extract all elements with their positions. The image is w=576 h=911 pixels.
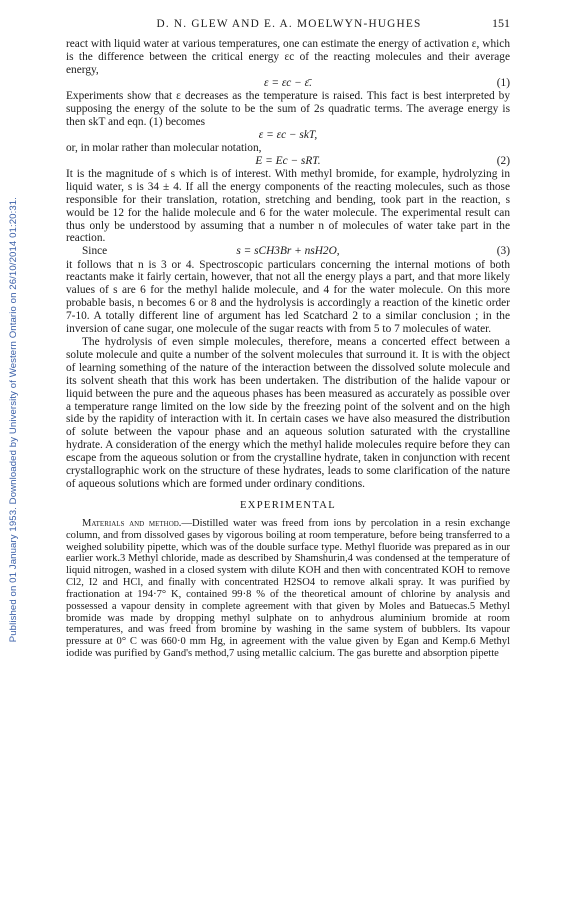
equation-2 bbox=[66, 155, 510, 168]
materials-text: —Distilled water was freed from ions by percolation in a resin exchange column, and from dissolved gases by vigorous boiling at room temperature, before being transferred to a weighed solubility pipette, which was of the double surface type. Methyl fluoride was prepared as in our earlier work.3 Methyl chloride, made as described by Shamshurin,4 was condensed at the temperature of liquid nitrogen, washed in a closed system with dilute KOH and then with concentrated KOH to remove Cl2, I2 and HCl, and finally with concentrated H2SO4 to remove alkali spray. It was purified by fractionation at 194·7° K, contained 99·8 % of the theoretical amount of chlorine by analysis and possessed a vapour density in complete agreement with that given by Moles and Batuecas.5 Methyl bromide was made by dropping methyl sulphate on to anhydrous aluminium bromide at room temperatures, and was freed from bromine by washing in the same system of bubblers. Its vapour pressure at 0° C was 660·0 mm Hg, in agreement with the value given by Egan and Kemp.6 Methyl iodide was purified by Gand's method,7 using metallic calcium. The gas burette and absorption pipette bbox=[66, 517, 510, 660]
paragraph-4: It is the magnitude of s which is of interest. With methyl bromide, for example, hydrolyzing in liquid water, s is 34 ± 4. If all the energy components of the reacting molecules, such as those responsible for their translation, rotation, stretching and bending, took part in the reaction, s would be 12 for the halide molecule and 6 for the water molecule. The experimental result can thus only be understood by assuming that a number n of molecules of water take part in the reaction. bbox=[66, 167, 510, 245]
paragraph-2: Experiments show that ε decreases as the temperature is raised. This fact is best interpreted by supposing the energy of the solute to be the sum of 2s quadratic terms. The average energy is then skT and eqn. (1) becomes bbox=[66, 89, 510, 128]
running-header bbox=[66, 16, 510, 34]
page-number: 151 bbox=[492, 16, 510, 30]
equation-3-number: (3) bbox=[496, 245, 510, 258]
paragraph-6: The hydrolysis of even simple molecules, therefore, means a concerted effect between a solute molecule and quite a number of the solvent molecules that surround it. It is with the object of learning something of the nature of the interaction between the dissolved solute molecule and its solvent sheath that this work has been undertaken. The distribution of the halide vapour or liquid between the pure and the aqueous phases has been measured as accurately as possible over a temperature range limited on the low side by the freezing point of the solvent and on the high side by the rapidity of interaction with it. In certain cases we have also measured the distribution of solute between the vapour phase and an aqueous solution saturated with the crystalline hydrate. A consideration of the energy which the methyl halide molecules require before they can escape from the aqueous solution or from the crystalline hydrate, taken in conjunction with recent crystallographic work on the structure of these hydrates, leads to some clarification of the nature of aqueous solutions which are formed under ordinary conditions. bbox=[66, 335, 510, 490]
equation-3 bbox=[66, 245, 510, 258]
header-authors: D. N. GLEW AND E. A. MOELWYN-HUGHES bbox=[156, 18, 422, 30]
equation-2-number: (2) bbox=[496, 154, 510, 167]
equation-1-number: (1) bbox=[496, 76, 510, 89]
paragraph-5: it follows that n is 3 or 4. Spectroscopic particulars concerning the internal motions of both reactants make it fairly certain, however, that not all the energy plays a part, and that more likely values of s are 6 for the methyl halide molecule, and 4 for the water molecule. On this more probable basis, n becomes 6 or 8 and the hydrolysis is accordingly a reaction of the kinetic order 7-10. A totally different line of argument has led Scatchard 2 to a similar conclusion ; in the inversion of cane sugar, one molecule of the sugar reacts with from 5 to 7 molecules of water. bbox=[66, 258, 510, 336]
journal-page bbox=[66, 16, 510, 660]
download-note: Published on 01 January 1953. Downloaded by University of Western Ontario on 26/10/2014 01:20:31. bbox=[7, 197, 19, 643]
equation-3-expr: s = sCH3Br + nsH2O, bbox=[236, 245, 340, 258]
section-heading-experimental: EXPERIMENTAL bbox=[240, 499, 336, 511]
equation-unnumbered-expr: ε = εc − skT, bbox=[258, 128, 318, 141]
equation-2-expr: E = Ec − sRT. bbox=[255, 154, 321, 167]
materials-heading: Materials and method. bbox=[82, 517, 182, 529]
paragraph-3: or, in molar rather than molecular notation, bbox=[66, 141, 262, 154]
paragraph-1: react with liquid water at various temperatures, one can estimate the energy of activation ε, which is the difference between the critical energy εc of the reacting molecules and their average energy, bbox=[66, 38, 510, 76]
materials-paragraph bbox=[66, 518, 510, 660]
download-watermark bbox=[0, 130, 26, 710]
equation-1-expr: ε = εc − ε̄. bbox=[264, 76, 312, 89]
equation-3-lead: Since bbox=[82, 245, 108, 258]
equation-1 bbox=[66, 77, 510, 90]
equation-unnumbered bbox=[66, 129, 510, 142]
